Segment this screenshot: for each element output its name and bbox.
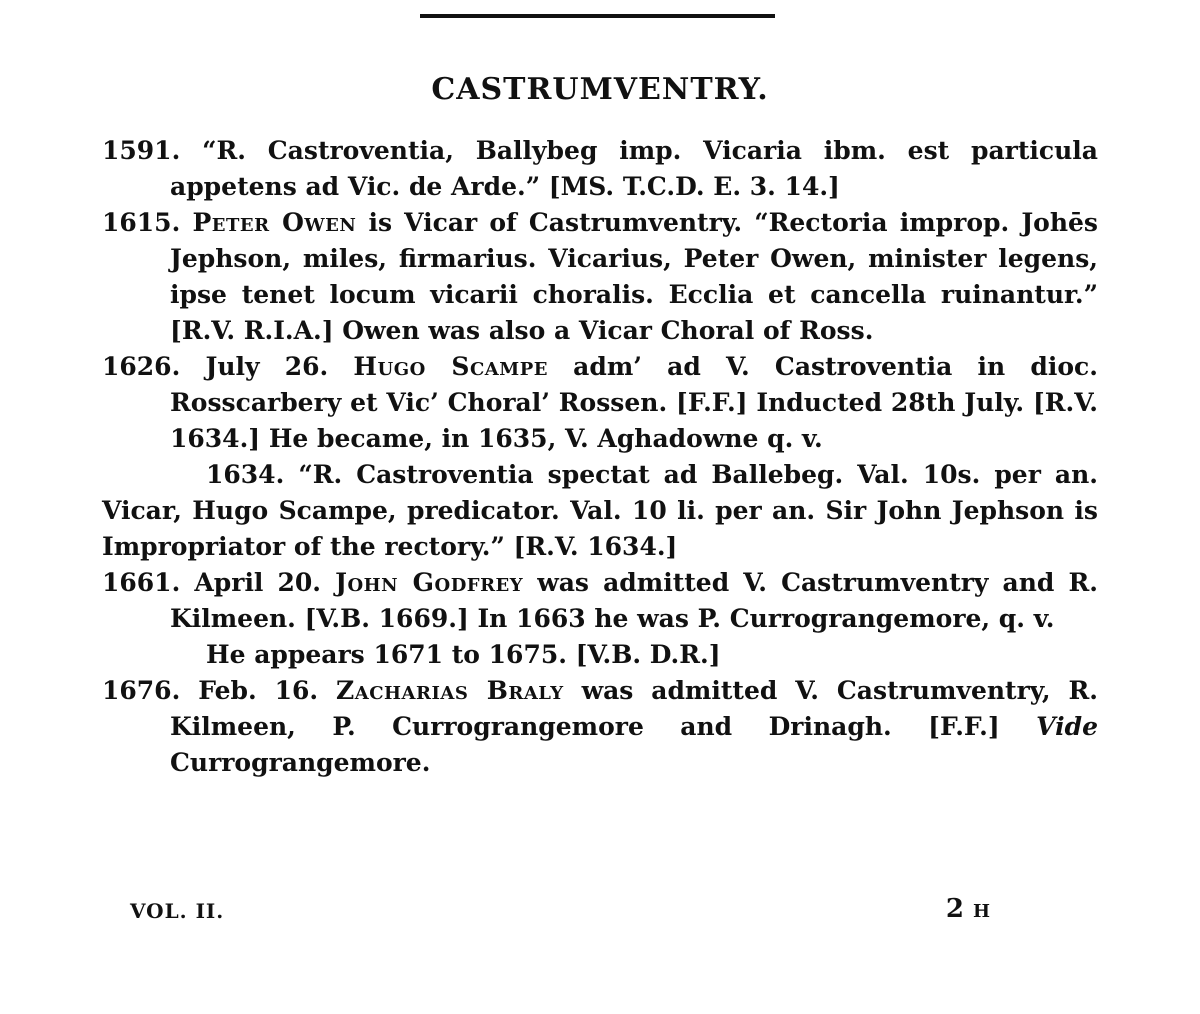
entry-text: was admitted V. Castrumventry, R. Kilmeen, P. Currograngemore and Drinagh. [F.F.] xyxy=(170,676,1098,741)
entry-1615 xyxy=(102,205,1098,349)
entry-text: is Vicar of Castrumventry. “Rectoria improp. Johēs Jephson, miles, firmarius. Vicarius, Peter Owen, minister legens, ipse tenet locum vicarii choralis. Ecclia et cancella ruinantur.” [R.V. R.I.A.] Owen was also a Vicar Choral of Ross. xyxy=(170,208,1098,345)
entry-date: 1661. xyxy=(102,568,181,597)
signature-mark xyxy=(946,896,990,925)
volume-label: VOL. II. xyxy=(130,899,225,923)
entry-name: John Godfrey xyxy=(335,568,524,597)
entry-date: 1676. xyxy=(102,676,181,705)
entry-1626 xyxy=(102,349,1098,457)
entry-text: was admitted V. Castrumventry and R. Kilmeen. [V.B. 1669.] In 1663 he was P. Currograngemore, q. v. xyxy=(170,568,1098,633)
entry-date: 1615. xyxy=(102,208,181,237)
entry-pre: Feb. 16. xyxy=(198,676,319,705)
signature-number: 2 xyxy=(945,894,964,924)
entry-pre: April 20. xyxy=(194,568,322,597)
entry-tail: Currograngemore. xyxy=(170,748,431,777)
entry-name: Peter Owen xyxy=(192,208,357,237)
signature-letter: H xyxy=(972,901,990,922)
entry-1661 xyxy=(102,565,1098,637)
entry-1671-note xyxy=(102,637,1098,673)
entry-1634-note xyxy=(102,457,1098,565)
entry-1591 xyxy=(102,133,1098,205)
entry-pre: July 26. xyxy=(205,352,329,381)
entry-text: 1634. “R. Castroventia spectat ad Ballebeg. Val. 10s. per an. Vicar, Hugo Scampe, predicator. Val. 10 li. per an. Sir John Jephson is Impropriator of the rectory.” [R.V. 1634.] xyxy=(102,460,1098,561)
entry-name: Hugo Scampe xyxy=(353,352,548,381)
page-title: CASTRUMVENTRY. xyxy=(431,72,769,107)
top-rule xyxy=(420,14,775,18)
entry-italic: Vide xyxy=(1036,712,1098,741)
entry-text: adm’ ad V. Castroventia in dioc. Rosscarbery et Vic’ Choral’ Rossen. [F.F.] Inducted 28th July. [R.V. 1634.] He became, in 1635, V. Aghadowne q. v. xyxy=(170,352,1098,453)
entry-date: 1626. xyxy=(102,352,181,381)
entry-text: He appears 1671 to 1675. [V.B. D.R.] xyxy=(206,640,721,669)
entry-1676 xyxy=(102,673,1098,781)
entry-text: “R. Castroventia, Ballybeg imp. Vicaria ibm. est particula appetens ad Vic. de Arde.” [MS. T.C.D. E. 3. 14.] xyxy=(170,136,1098,201)
entries-body xyxy=(102,133,1098,781)
entry-date: 1591. xyxy=(102,136,181,165)
entry-name: Zacharias Braly xyxy=(335,676,564,705)
